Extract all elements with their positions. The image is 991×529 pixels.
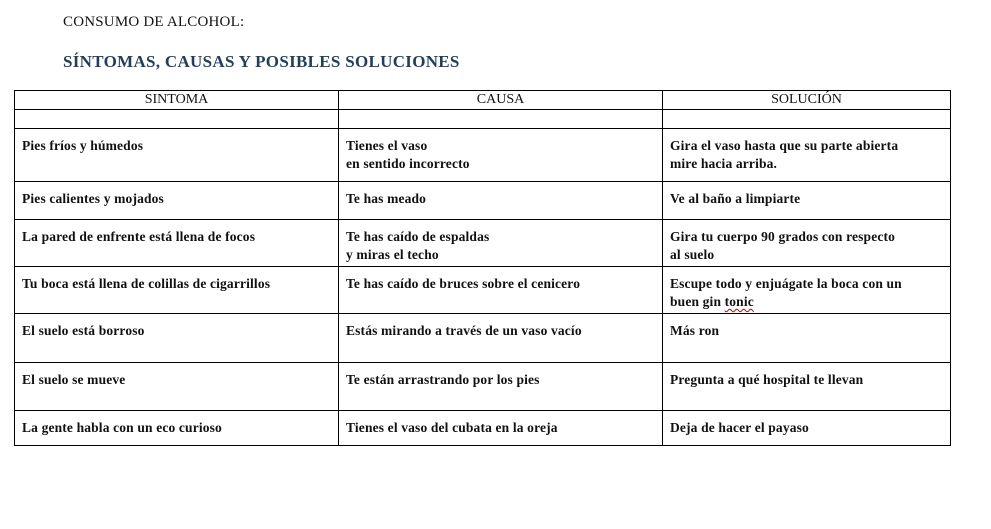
solucion-cell (663, 182, 951, 220)
spellcheck-underline: tonic (724, 294, 754, 309)
table-cell (663, 110, 951, 129)
solucion-cell (663, 411, 951, 446)
column-header-sintoma: SINTOMA (15, 91, 339, 110)
table-cell (15, 110, 339, 129)
table-header-row (15, 91, 951, 110)
cell-line: Gira tu cuerpo 90 grados con respecto (670, 229, 896, 244)
table-row (15, 220, 951, 267)
table-row (15, 411, 951, 446)
document-heading: CONSUMO DE ALCOHOL: (63, 14, 245, 30)
cell-line: El suelo está borroso (22, 323, 145, 338)
causa-cell (339, 314, 663, 363)
sintoma-cell (15, 129, 339, 182)
cell-line: Pies calientes y mojados (22, 191, 164, 206)
cell-line: Escupe todo y enjuágate la boca con un (670, 276, 902, 291)
table-row (15, 182, 951, 220)
document-subheading: SÍNTOMAS, CAUSAS Y POSIBLES SOLUCIONES (63, 52, 460, 71)
sintoma-cell (15, 182, 339, 220)
solucion-cell (663, 363, 951, 411)
table-row (15, 363, 951, 411)
table-blank-row (15, 110, 951, 129)
table-row (15, 314, 951, 363)
solucion-cell (663, 220, 951, 267)
table-row (15, 267, 951, 314)
cell-line: Te has meado (346, 191, 427, 206)
symptoms-table (14, 90, 951, 446)
causa-cell (339, 220, 663, 267)
cell-line: Gira el vaso hasta que su parte abierta (670, 138, 899, 153)
sintoma-cell (15, 363, 339, 411)
cell-line: El suelo se mueve (22, 372, 126, 387)
table-cell (339, 110, 663, 129)
cell-line: Te has caído de bruces sobre el cenicero (346, 276, 581, 291)
causa-cell (339, 411, 663, 446)
solucion-cell (663, 129, 951, 182)
solucion-cell (663, 267, 951, 314)
cell-line: Te has caído de espaldas (346, 229, 490, 244)
sintoma-cell (15, 411, 339, 446)
cell-line: Ve al baño a limpiarte (670, 191, 801, 206)
causa-cell (339, 363, 663, 411)
sintoma-cell (15, 220, 339, 267)
column-header-solucion: SOLUCIÓN (663, 91, 951, 110)
cell-line: La pared de enfrente está llena de focos (22, 229, 256, 244)
cell-line: buen gin tonic (670, 294, 754, 309)
cell-line: Te están arrastrando por los pies (346, 372, 540, 387)
causa-cell (339, 267, 663, 314)
solucion-cell (663, 314, 951, 363)
sintoma-cell (15, 314, 339, 363)
cell-line: Estás mirando a través de un vaso vacío (346, 323, 582, 338)
cell-line: Tienes el vaso del cubata en la oreja (346, 420, 558, 435)
cell-line: en sentido incorrecto (346, 156, 470, 171)
cell-line: y miras el techo (346, 247, 439, 262)
cell-line: Deja de hacer el payaso (670, 420, 809, 435)
cell-line: La gente habla con un eco curioso (22, 420, 222, 435)
cell-line: al suelo (670, 247, 715, 262)
causa-cell (339, 182, 663, 220)
cell-line: Más ron (670, 323, 720, 338)
cell-line: Tienes el vaso (346, 138, 428, 153)
column-header-causa: CAUSA (339, 91, 663, 110)
table-row (15, 129, 951, 182)
causa-cell (339, 129, 663, 182)
cell-line: Tu boca está llena de colillas de cigarrillos (22, 276, 271, 291)
cell-line: Pies fríos y húmedos (22, 138, 144, 153)
cell-line: mire hacia arriba. (670, 156, 778, 171)
sintoma-cell (15, 267, 339, 314)
cell-line: Pregunta a qué hospital te llevan (670, 372, 864, 387)
